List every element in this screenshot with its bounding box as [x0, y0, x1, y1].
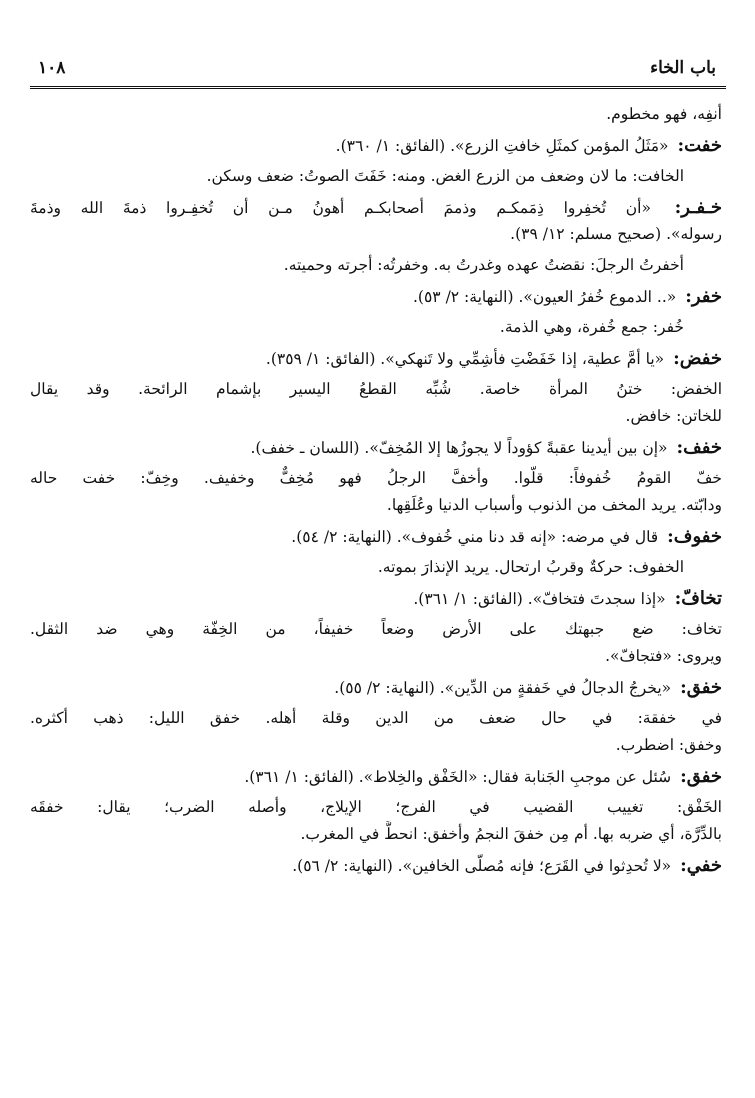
text-line — [30, 643, 726, 670]
dictionary-entry-line — [30, 585, 726, 612]
line-text: «إن بين أيدينا عقبةً كؤوداً لا يجوزُها إلا المُخِفّ». (اللسان ـ خفف). — [250, 439, 668, 457]
line-text: أخفرتُ الرجلَ: نقضتُ عهده وغدرتُ به. وخفرتُه: أجرته وحميته. — [283, 256, 684, 274]
line-text: خُفر: جمع خُفرة، وهي الذمة. — [499, 318, 684, 336]
text-line — [30, 492, 726, 519]
line-text: تخاف: ضع جبهتك على الأرض وضعاً خفيفاً، من الخِفّة وهي ضد الثقل. — [30, 620, 722, 638]
chapter-title: باب الخاء — [650, 58, 716, 78]
line-text: رسوله». (صحيح مسلم: ١٢/ ٣٩). — [510, 225, 722, 243]
line-text: أنفِه، فهو مخطوم. — [606, 105, 722, 123]
document-body — [30, 89, 726, 879]
text-line — [30, 221, 726, 248]
page-header — [30, 52, 726, 89]
line-text: «يا أمَّ عطية، إذا خَفَضْتِ فأشِمِّي ولا تَنهكي». (الفائق: ١/ ٣٥٩). — [265, 350, 665, 368]
line-text: في خفقة: في حال ضعف من الدين وقلة أهله. خفق الليل: ذهب أكثره. — [30, 709, 722, 727]
line-text: الخافت: ما لان وضعف من الزرع الغض. ومنه: خَفَتَ الصوتُ: ضعف وسكن. — [206, 167, 684, 185]
line-text: الخفض: ختنُ المرأة خاصة. شُبِّه القطعُ اليسير بإشمام الرائحة. وقد يقال — [30, 380, 722, 398]
text-line — [30, 376, 726, 403]
dictionary-entry-line — [30, 523, 726, 550]
text-line — [30, 554, 726, 581]
dictionary-entry-line — [30, 434, 726, 461]
text-line — [30, 821, 726, 848]
dictionary-entry-line — [30, 852, 726, 879]
line-text: «.. الدموع خُفرُ العيون». (النهاية: ٢/ ٥٣). — [413, 288, 677, 306]
text-line — [30, 101, 726, 128]
text-line — [30, 465, 726, 492]
dictionary-entry-line — [30, 345, 726, 372]
line-text: خفّ القومُ خُفوفاً: قلّوا. وأخفَّ الرجلُ فهو مُخِفٌّ وخفيف. وخِفّ: خفت حاله — [30, 469, 722, 487]
text-line — [30, 252, 726, 279]
line-text: «أن تُخفِروا ذِمَمكـم وذممَ أصحابكـم أهونُ مـن أن تُخفِـروا ذمةَ الله وذمةَ — [30, 199, 651, 217]
headword: خفف: — [676, 437, 722, 458]
line-text: الخفوف: حركةٌ وقربُ ارتحال. يريد الإنذارَ بموته. — [377, 558, 684, 576]
line-text: «إذا سجدتَ فتخافّ». (الفائق: ١/ ٣٦١). — [413, 590, 666, 608]
dictionary-entry-line — [30, 674, 726, 701]
document-page — [30, 52, 726, 1082]
headword: تخافّ: — [674, 588, 722, 609]
line-text: الخَفْق: تغييب القضيب في الفرج؛ الإيلاج، وأصله الضرب؛ يقال: خفقَه — [30, 798, 722, 816]
text-line — [30, 616, 726, 643]
line-text: للخاتن: خافض. — [625, 407, 722, 425]
page-number: ١٠٨ — [38, 58, 66, 78]
line-text: بالدِّرَّة، أي ضربه بها. أم مِن خفقَ النجمُ وأخفق: انحطَّ في المغرب. — [300, 825, 722, 843]
headword: خفي: — [680, 855, 722, 876]
dictionary-entry-line — [30, 283, 726, 310]
text-line — [30, 732, 726, 759]
line-text: «مَثَلُ المؤمن كمثَلِ خافتِ الزرع». (الفائق: ١/ ٣٦٠). — [335, 137, 669, 155]
headword: خـفـر: — [674, 197, 722, 218]
line-text: ويروى: «فتجافّ». — [605, 647, 722, 665]
headword: خفق: — [680, 766, 722, 787]
text-line — [30, 403, 726, 430]
line-text: قال في مرضه: «إنه قد دنا مني خُفوف». (النهاية: ٢/ ٥٤). — [291, 528, 659, 546]
text-line — [30, 314, 726, 341]
line-text: «يخرجُ الدجالُ في خَفقةٍ من الدِّين». (النهاية: ٢/ ٥٥). — [334, 679, 672, 697]
dictionary-entry-line — [30, 194, 726, 221]
headword: خفت: — [677, 135, 722, 156]
dictionary-entry-line — [30, 763, 726, 790]
line-text: سُئل عن موجبِ الجَنابة فقال: «الخَفْق والخِلاط». (الفائق: ١/ ٣٦١). — [244, 768, 672, 786]
headword: خفق: — [680, 677, 722, 698]
line-text: وخفق: اضطرب. — [615, 736, 722, 754]
headword: خفوف: — [667, 526, 722, 547]
text-line — [30, 794, 726, 821]
dictionary-entry-line — [30, 132, 726, 159]
line-text: ودابّته. يريد المخف من الذنوب وأسباب الدنيا وعُلَقِها. — [386, 496, 722, 514]
headword: خفض: — [673, 348, 722, 369]
text-line — [30, 163, 726, 190]
line-text: «لا تُحدِثوا في القَرَع؛ فإنه مُصلّى الخافين». (النهاية: ٢/ ٥٦). — [292, 857, 672, 875]
headword: خفر: — [685, 286, 722, 307]
text-line — [30, 705, 726, 732]
